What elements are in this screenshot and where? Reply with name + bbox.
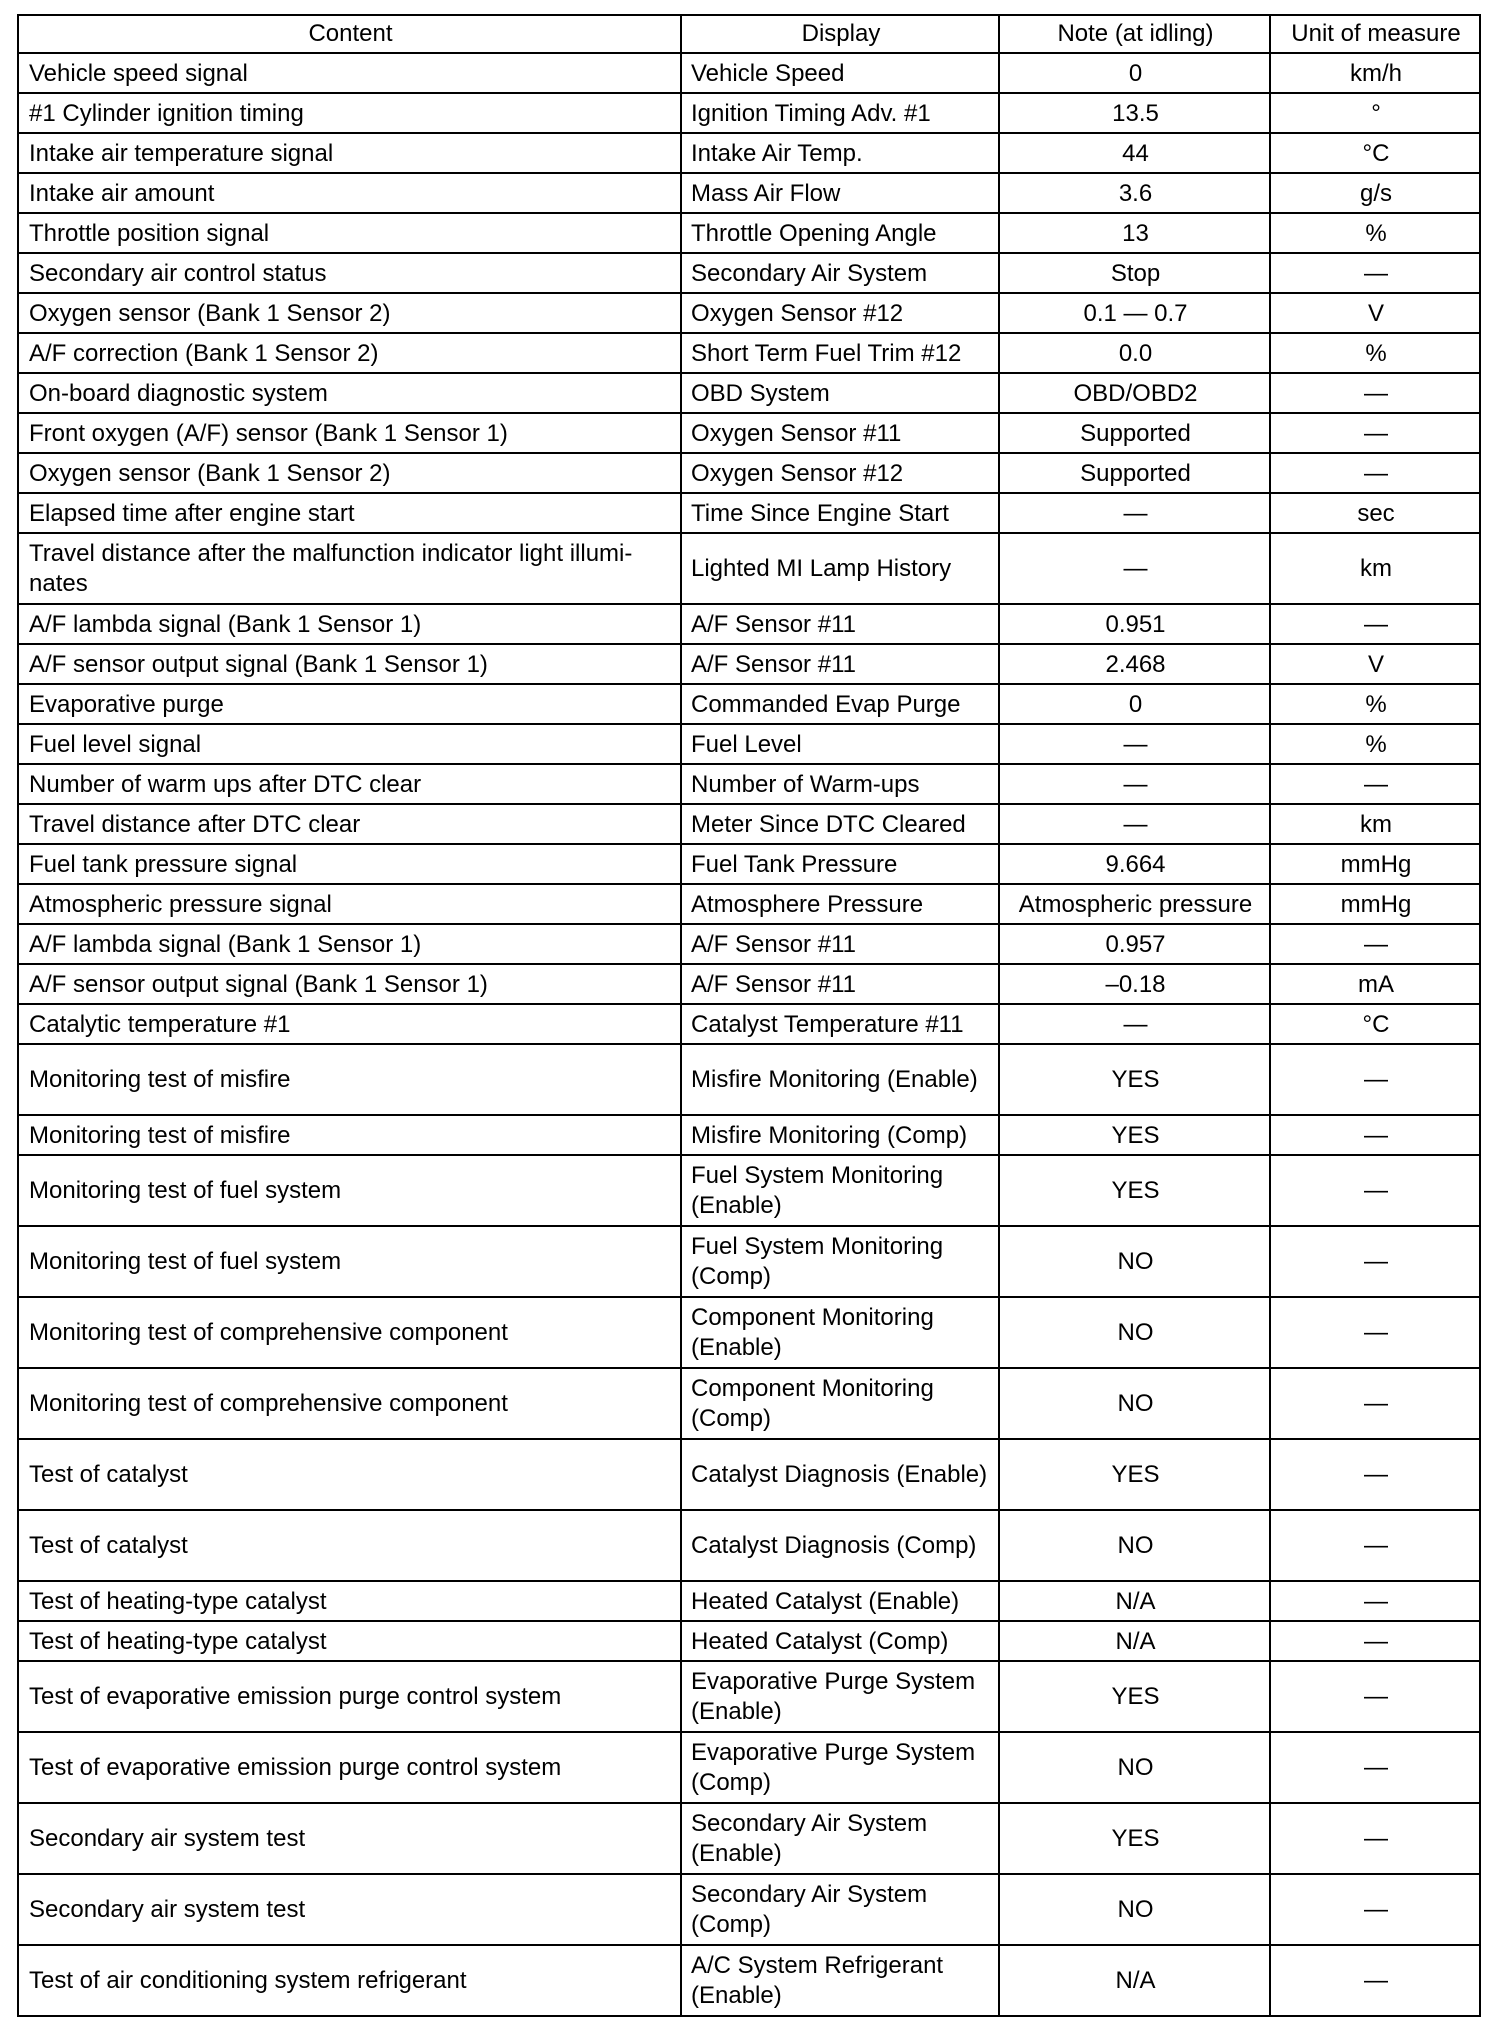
cell-note: 9.664 (999, 844, 1270, 884)
header-display: Display (681, 15, 999, 53)
cell-unit: — (1270, 1945, 1480, 2016)
table-row (18, 1661, 1480, 1732)
cell-content: A/F lambda signal (Bank 1 Sensor 1) (18, 924, 681, 964)
cell-note: 13 (999, 213, 1270, 253)
header-content: Content (18, 15, 681, 53)
cell-display: Evaporative Purge System (Comp) (681, 1732, 999, 1803)
cell-display: Fuel System Monitoring (Enable) (681, 1155, 999, 1226)
table-row (18, 1297, 1480, 1368)
table-row (18, 1115, 1480, 1155)
header-note: Note (at idling) (999, 15, 1270, 53)
cell-content: Intake air temperature signal (18, 133, 681, 173)
table-row (18, 724, 1480, 764)
cell-note: 3.6 (999, 173, 1270, 213)
cell-note: 13.5 (999, 93, 1270, 133)
cell-display: Fuel Tank Pressure (681, 844, 999, 884)
cell-display: A/F Sensor #11 (681, 604, 999, 644)
cell-note: 0.951 (999, 604, 1270, 644)
table-row (18, 173, 1480, 213)
cell-note: N/A (999, 1621, 1270, 1661)
cell-content: Throttle position signal (18, 213, 681, 253)
cell-content: Monitoring test of comprehensive component (18, 1297, 681, 1368)
table-row (18, 1945, 1480, 2016)
header-unit: Unit of measure (1270, 15, 1480, 53)
cell-content: A/F sensor output signal (Bank 1 Sensor 1) (18, 964, 681, 1004)
cell-display: A/F Sensor #11 (681, 964, 999, 1004)
cell-unit: mmHg (1270, 884, 1480, 924)
cell-content: Fuel tank pressure signal (18, 844, 681, 884)
cell-display: Fuel System Monitoring (Comp) (681, 1226, 999, 1297)
cell-unit: — (1270, 1044, 1480, 1115)
cell-display: A/C System Refrigerant (Enable) (681, 1945, 999, 2016)
cell-note: YES (999, 1044, 1270, 1115)
cell-unit: — (1270, 1297, 1480, 1368)
table-row (18, 1439, 1480, 1510)
cell-content: Front oxygen (A/F) sensor (Bank 1 Sensor 1) (18, 413, 681, 453)
cell-content: Test of evaporative emission purge control system (18, 1732, 681, 1803)
cell-unit: ° (1270, 93, 1480, 133)
cell-content: Monitoring test of misfire (18, 1115, 681, 1155)
cell-content: Monitoring test of misfire (18, 1044, 681, 1115)
cell-unit: — (1270, 1803, 1480, 1874)
cell-display: Throttle Opening Angle (681, 213, 999, 253)
cell-content: A/F sensor output signal (Bank 1 Sensor 1) (18, 644, 681, 684)
cell-display: A/F Sensor #11 (681, 924, 999, 964)
table-row (18, 133, 1480, 173)
cell-unit: °C (1270, 1004, 1480, 1044)
cell-note: YES (999, 1661, 1270, 1732)
cell-note: NO (999, 1510, 1270, 1581)
cell-unit: — (1270, 373, 1480, 413)
cell-content: Oxygen sensor (Bank 1 Sensor 2) (18, 293, 681, 333)
cell-display: Heated Catalyst (Enable) (681, 1581, 999, 1621)
cell-content: Test of catalyst (18, 1439, 681, 1510)
cell-content: Secondary air system test (18, 1874, 681, 1945)
cell-note: NO (999, 1732, 1270, 1803)
cell-display: Meter Since DTC Cleared (681, 804, 999, 844)
table-row (18, 764, 1480, 804)
cell-note: N/A (999, 1945, 1270, 2016)
cell-content: Number of warm ups after DTC clear (18, 764, 681, 804)
cell-note: N/A (999, 1581, 1270, 1621)
cell-content: Travel distance after DTC clear (18, 804, 681, 844)
cell-note: NO (999, 1874, 1270, 1945)
cell-display: Secondary Air System (Enable) (681, 1803, 999, 1874)
cell-unit: — (1270, 1581, 1480, 1621)
cell-content: Evaporative purge (18, 684, 681, 724)
cell-display: Evaporative Purge System (Enable) (681, 1661, 999, 1732)
cell-unit: — (1270, 1510, 1480, 1581)
cell-unit: — (1270, 1115, 1480, 1155)
cell-unit: % (1270, 724, 1480, 764)
table-row (18, 1226, 1480, 1297)
cell-note: Supported (999, 413, 1270, 453)
cell-display: Oxygen Sensor #11 (681, 413, 999, 453)
cell-note: NO (999, 1368, 1270, 1439)
cell-unit: km (1270, 804, 1480, 844)
cell-unit: % (1270, 213, 1480, 253)
cell-unit: V (1270, 644, 1480, 684)
cell-display: Fuel Level (681, 724, 999, 764)
cell-note: — (999, 724, 1270, 764)
table-row (18, 1581, 1480, 1621)
table-row (18, 1368, 1480, 1439)
table-row (18, 53, 1480, 93)
cell-display: Catalyst Temperature #11 (681, 1004, 999, 1044)
cell-content: Test of air conditioning system refrigerant (18, 1945, 681, 2016)
cell-unit: mmHg (1270, 844, 1480, 884)
table-row (18, 1732, 1480, 1803)
cell-note: NO (999, 1226, 1270, 1297)
cell-unit: km/h (1270, 53, 1480, 93)
cell-content: On-board diagnostic system (18, 373, 681, 413)
cell-display: Commanded Evap Purge (681, 684, 999, 724)
cell-unit: — (1270, 1226, 1480, 1297)
cell-note: OBD/OBD2 (999, 373, 1270, 413)
cell-unit: % (1270, 684, 1480, 724)
table-row (18, 924, 1480, 964)
cell-note: 0.0 (999, 333, 1270, 373)
cell-unit: °C (1270, 133, 1480, 173)
cell-content: Secondary air system test (18, 1803, 681, 1874)
table-row (18, 213, 1480, 253)
table-row (18, 1004, 1480, 1044)
table-row (18, 373, 1480, 413)
cell-display: Short Term Fuel Trim #12 (681, 333, 999, 373)
cell-note: 0.957 (999, 924, 1270, 964)
cell-content: Test of catalyst (18, 1510, 681, 1581)
cell-unit: — (1270, 764, 1480, 804)
cell-note: YES (999, 1155, 1270, 1226)
cell-display: Lighted MI Lamp History (681, 533, 999, 604)
table-row (18, 884, 1480, 924)
table-row (18, 1621, 1480, 1661)
cell-content: #1 Cylinder ignition timing (18, 93, 681, 133)
table-row (18, 1874, 1480, 1945)
cell-display: Mass Air Flow (681, 173, 999, 213)
table-row (18, 964, 1480, 1004)
cell-note: — (999, 764, 1270, 804)
cell-display: Catalyst Diagnosis (Enable) (681, 1439, 999, 1510)
table-header (18, 15, 1480, 53)
cell-unit: V (1270, 293, 1480, 333)
cell-display: Ignition Timing Adv. #1 (681, 93, 999, 133)
cell-display: Oxygen Sensor #12 (681, 293, 999, 333)
cell-unit: — (1270, 413, 1480, 453)
cell-display: Misfire Monitoring (Comp) (681, 1115, 999, 1155)
table-row (18, 93, 1480, 133)
table-row (18, 604, 1480, 644)
cell-note: YES (999, 1803, 1270, 1874)
cell-unit: — (1270, 924, 1480, 964)
cell-display: Heated Catalyst (Comp) (681, 1621, 999, 1661)
table-row (18, 413, 1480, 453)
cell-display: Component Monitoring (Comp) (681, 1368, 999, 1439)
cell-note: — (999, 493, 1270, 533)
cell-display: OBD System (681, 373, 999, 413)
cell-note: — (999, 804, 1270, 844)
cell-note: YES (999, 1115, 1270, 1155)
cell-unit: sec (1270, 493, 1480, 533)
cell-display: Atmosphere Pressure (681, 884, 999, 924)
table-row (18, 1510, 1480, 1581)
cell-unit: — (1270, 1732, 1480, 1803)
cell-content: Oxygen sensor (Bank 1 Sensor 2) (18, 453, 681, 493)
header-row (18, 15, 1480, 53)
cell-unit: — (1270, 1621, 1480, 1661)
cell-note: — (999, 1004, 1270, 1044)
cell-content: Test of heating-type catalyst (18, 1581, 681, 1621)
cell-content: Monitoring test of comprehensive component (18, 1368, 681, 1439)
cell-content: Catalytic temperature #1 (18, 1004, 681, 1044)
table-row (18, 493, 1480, 533)
cell-unit: — (1270, 253, 1480, 293)
cell-content: Secondary air control status (18, 253, 681, 293)
cell-display: Time Since Engine Start (681, 493, 999, 533)
cell-display: A/F Sensor #11 (681, 644, 999, 684)
cell-note: Atmospheric pressure (999, 884, 1270, 924)
cell-display: Secondary Air System (681, 253, 999, 293)
cell-unit: — (1270, 1439, 1480, 1510)
cell-content: Atmospheric pressure signal (18, 884, 681, 924)
cell-note: 0 (999, 53, 1270, 93)
cell-content: Monitoring test of fuel system (18, 1155, 681, 1226)
cell-display: Number of Warm-ups (681, 764, 999, 804)
cell-content: Elapsed time after engine start (18, 493, 681, 533)
cell-unit: % (1270, 333, 1480, 373)
cell-display: Component Monitoring (Enable) (681, 1297, 999, 1368)
table-row (18, 293, 1480, 333)
table-row (18, 1803, 1480, 1874)
cell-unit: — (1270, 1874, 1480, 1945)
cell-note: –0.18 (999, 964, 1270, 1004)
cell-unit: — (1270, 453, 1480, 493)
cell-note: Supported (999, 453, 1270, 493)
table-row (18, 1044, 1480, 1115)
cell-content: Monitoring test of fuel system (18, 1226, 681, 1297)
cell-content: A/F correction (Bank 1 Sensor 2) (18, 333, 681, 373)
cell-unit: — (1270, 604, 1480, 644)
table-row (18, 684, 1480, 724)
cell-note: YES (999, 1439, 1270, 1510)
cell-display: Secondary Air System (Comp) (681, 1874, 999, 1945)
table-row (18, 253, 1480, 293)
cell-unit: — (1270, 1368, 1480, 1439)
cell-note: 0.1 — 0.7 (999, 293, 1270, 333)
cell-display: Intake Air Temp. (681, 133, 999, 173)
table-row (18, 533, 1480, 604)
cell-display: Oxygen Sensor #12 (681, 453, 999, 493)
cell-unit: km (1270, 533, 1480, 604)
cell-content: Test of heating-type catalyst (18, 1621, 681, 1661)
table-row (18, 804, 1480, 844)
cell-content: Fuel level signal (18, 724, 681, 764)
cell-display: Catalyst Diagnosis (Comp) (681, 1510, 999, 1581)
cell-content: Test of evaporative emission purge control system (18, 1661, 681, 1732)
cell-unit: — (1270, 1155, 1480, 1226)
cell-unit: — (1270, 1661, 1480, 1732)
cell-display: Vehicle Speed (681, 53, 999, 93)
cell-content: Vehicle speed signal (18, 53, 681, 93)
table-row (18, 644, 1480, 684)
cell-note: 0 (999, 684, 1270, 724)
cell-note: 44 (999, 133, 1270, 173)
cell-note: — (999, 533, 1270, 604)
table-row (18, 453, 1480, 493)
cell-unit: mA (1270, 964, 1480, 1004)
cell-content: A/F lambda signal (Bank 1 Sensor 1) (18, 604, 681, 644)
cell-display: Misfire Monitoring (Enable) (681, 1044, 999, 1115)
cell-note: 2.468 (999, 644, 1270, 684)
table-body (18, 53, 1480, 2016)
cell-unit: g/s (1270, 173, 1480, 213)
cell-note: NO (999, 1297, 1270, 1368)
table-row (18, 333, 1480, 373)
cell-note: Stop (999, 253, 1270, 293)
cell-content: Intake air amount (18, 173, 681, 213)
table-row (18, 844, 1480, 884)
cell-content: Travel distance after the malfunction indicator light illumi-nates (18, 533, 681, 604)
table-row (18, 1155, 1480, 1226)
diagnostic-data-table (17, 14, 1481, 2017)
